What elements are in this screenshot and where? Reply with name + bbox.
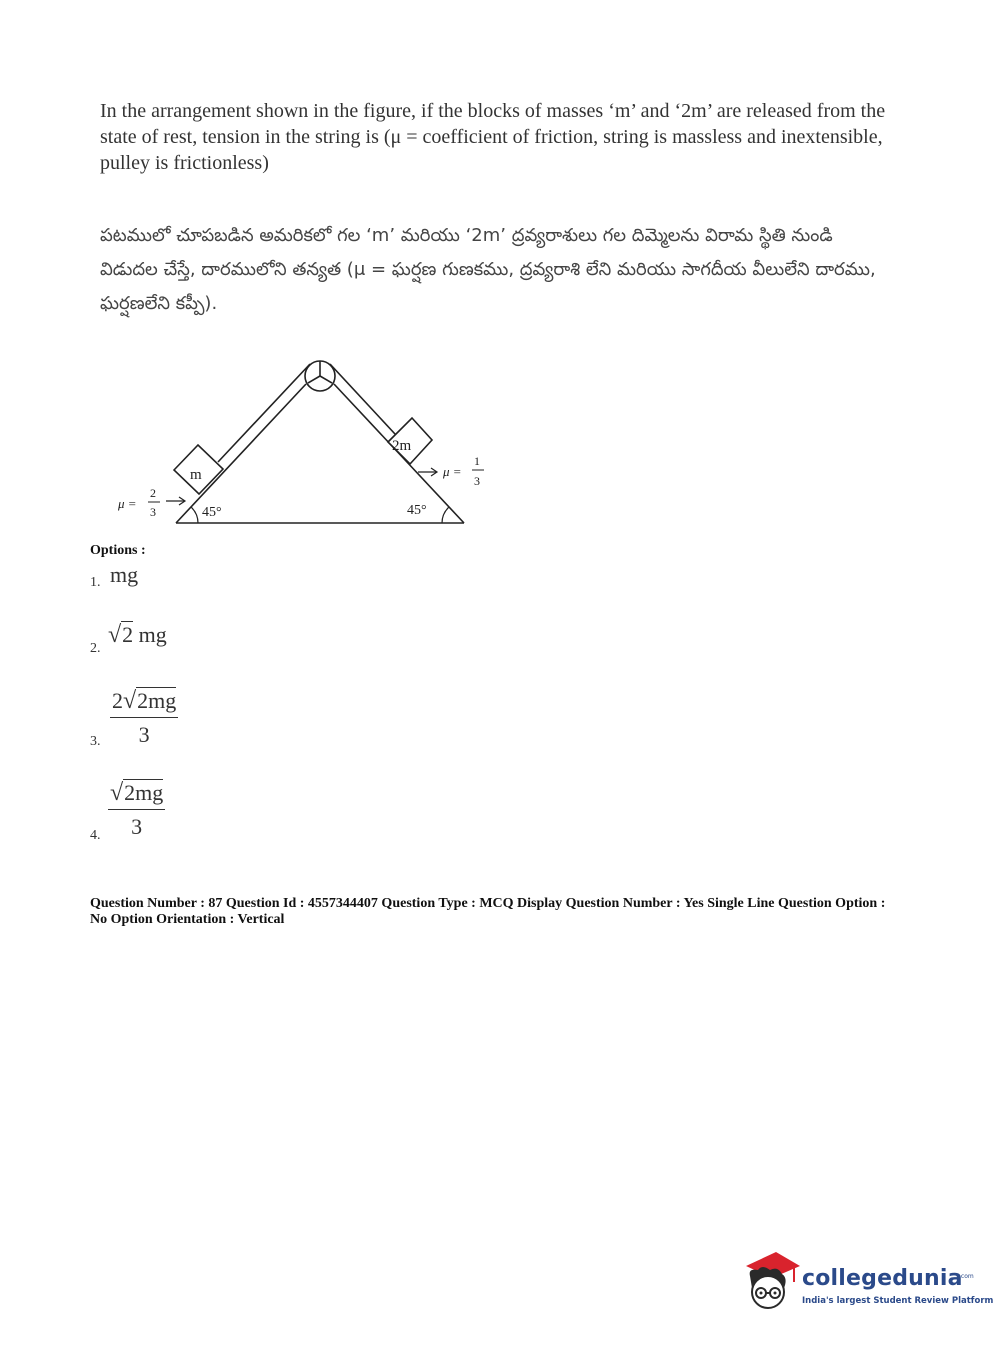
option-suffix: mg [133,622,167,647]
logo-com: .com [959,1273,974,1280]
radicand: 2mg [137,688,177,713]
mu-right-denominator: 3 [474,474,480,488]
string-right [330,364,395,434]
option-2[interactable] [90,620,210,660]
sqrt-expression [110,780,163,807]
logo-wordmark: collegedunia [802,1266,963,1291]
mu-left-numerator: 2 [150,486,156,500]
logo-tagline: India's largest Student Review Platform [802,1296,994,1306]
incline-pulley-figure [110,352,510,532]
string-left [218,364,310,462]
option-number: 1. [90,575,101,590]
block-m-label: m [190,467,202,483]
option-expression [108,622,167,649]
fraction-denominator: 3 [131,814,143,839]
collegedunia-logo[interactable] [742,1248,994,1318]
option-number: 4. [90,828,101,843]
option-4[interactable] [90,780,230,846]
mu-right-symbol: μ = [443,464,462,479]
fraction-denominator: 3 [138,722,150,747]
fraction-numerator [110,688,178,718]
option-fraction [110,688,178,748]
radicand: 2 [122,622,134,647]
radical-sign: √ [123,688,137,714]
block-2m-label: 2m [392,438,412,454]
option-text: mg [110,562,139,587]
question-metadata: Question Number : 87 Question Id : 4557344407 Question Type : MCQ Display Question Number : Yes Single Line Question Option : No Option Orientation : Vertical [90,896,886,927]
option-1[interactable] [90,560,210,594]
angle-left-label: 45° [202,505,222,520]
question-text-english: In the arrangement shown in the figure, if the blocks of masses ‘m’ and ‘2m’ are released from the state of rest, tension in the string is (μ = coefficient of friction, string is massless and inextensible, pulley is frictionless) [100,100,886,174]
options-heading: Options : [90,543,146,558]
angle-right-label: 45° [407,503,427,518]
option-number: 2. [90,641,101,656]
option-fraction [108,780,165,840]
radical-sign: √ [108,622,122,648]
radicand: 2mg [124,780,164,805]
option-3[interactable] [90,688,230,754]
sqrt-expression [123,688,176,715]
sqrt-expression [108,622,133,649]
radical-sign: √ [110,780,124,806]
fraction-numerator [108,780,165,810]
mu-left-denominator: 3 [150,505,156,519]
mascot-icon [742,1248,802,1318]
option-number: 3. [90,734,101,749]
mu-right-numerator: 1 [474,454,480,468]
mu-left-symbol: μ = [118,496,137,511]
question-text-telugu: పటములో చూపబడిన అమరికలో గల ‘m’ మరియు ‘2m’ ద్రవ్యరాశులు గల దిమ్మెలను విరామ స్థితి నుండి విడుదల చేస్తే, దారములోని తన్యత (μ = ఘర్షణ గుణకము, ద్రవ్యరాశి లేని మరియు సాగదీయ వీలులేని దారము, ఘర్షణలేని కప్పీ). [100,225,876,314]
coefficient: 2 [112,688,123,713]
